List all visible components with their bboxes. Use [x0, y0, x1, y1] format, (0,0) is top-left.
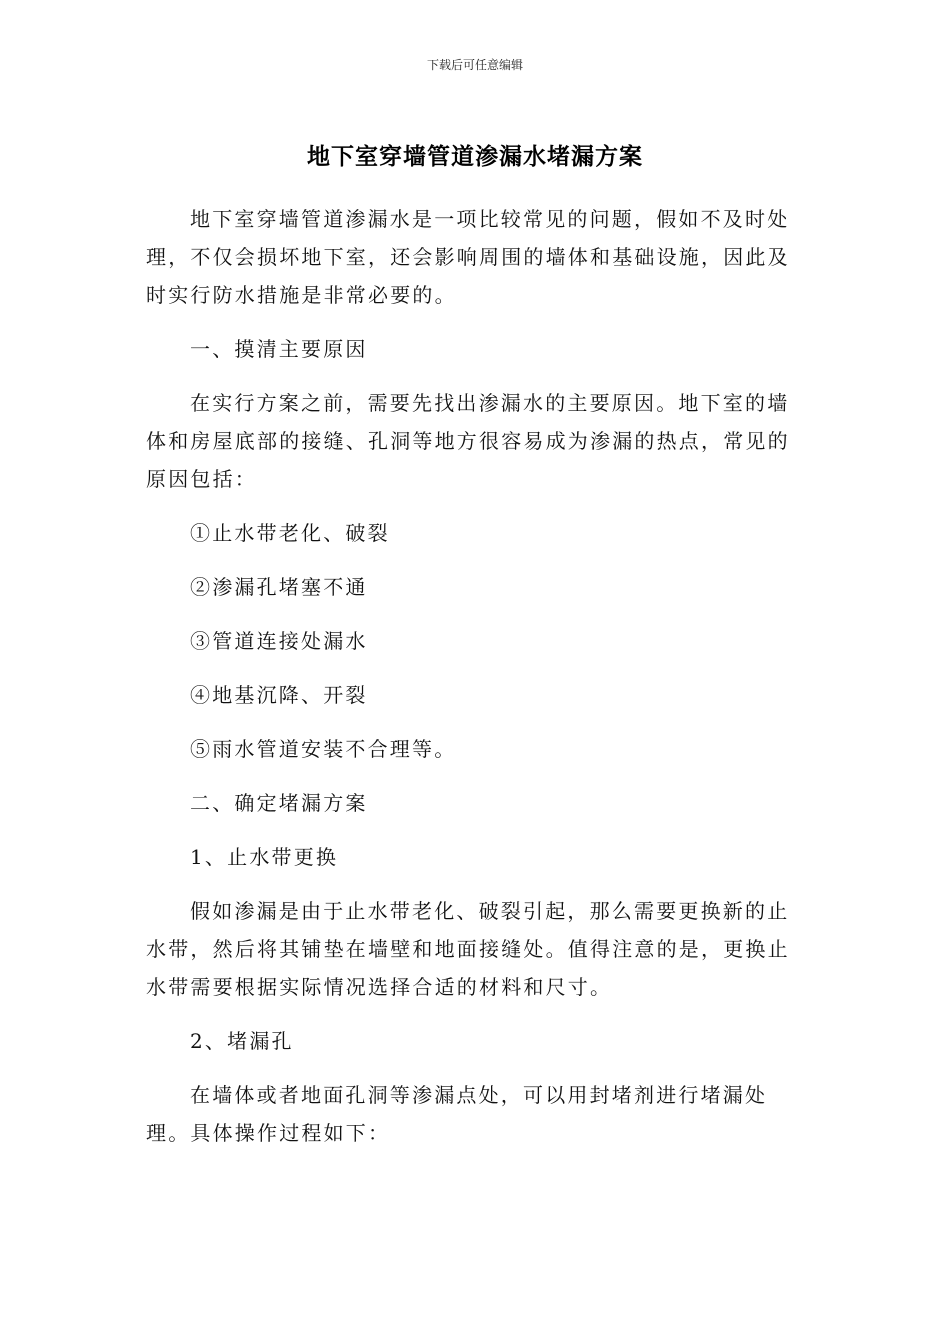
subsection-2-heading: 2、堵漏孔 — [190, 1029, 294, 1053]
cause-item: ④地基沉降、开裂 — [190, 683, 368, 707]
cause-item: ②渗漏孔堵塞不通 — [190, 575, 368, 599]
document-body — [146, 200, 806, 1168]
section-2-heading: 二、确定堵漏方案 — [190, 791, 368, 815]
cause-item: ①止水带老化、破裂 — [190, 521, 390, 545]
section-1-paragraph: 在实行方案之前，需要先找出渗漏水的主要原因。地下室的墙体和房屋底部的接缝、孔洞等地方很容易成为渗漏的热点，常见的原因包括： — [146, 391, 790, 491]
section-1-heading: 一、摸清主要原因 — [190, 337, 368, 361]
cause-item: ③管道连接处漏水 — [190, 629, 368, 653]
subsection-2-paragraph: 在墙体或者地面孔洞等渗漏点处，可以用封堵剂进行堵漏处理。具体操作过程如下： — [146, 1083, 768, 1145]
intro-paragraph: 地下室穿墙管道渗漏水是一项比较常见的问题，假如不及时处理，不仅会损坏地下室，还会影响周围的墙体和基础设施，因此及时实行防水措施是非常必要的。 — [146, 207, 790, 307]
header-note: 下载后可任意编辑 — [426, 58, 523, 72]
cause-item: ⑤雨水管道安装不合理等。 — [190, 737, 457, 761]
subsection-1-paragraph: 假如渗漏是由于止水带老化、破裂引起，那么需要更换新的止水带，然后将其铺垫在墙壁和地面接缝处。值得注意的是，更换止水带需要根据实际情况选择合适的材料和尺寸。 — [146, 899, 790, 999]
document-title: 地下室穿墙管道渗漏水堵漏方案 — [307, 144, 643, 170]
subsection-1-heading: 1、止水带更换 — [190, 845, 339, 869]
